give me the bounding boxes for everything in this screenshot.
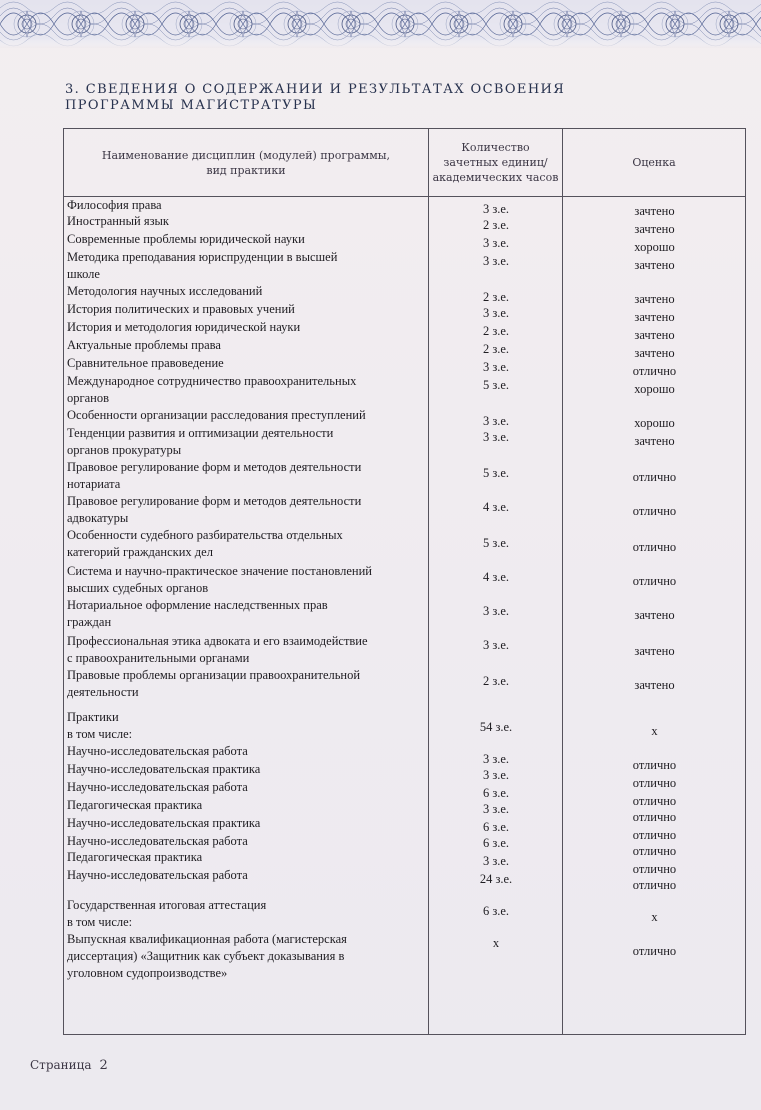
discipline-name-line: граждан	[67, 615, 112, 629]
discipline-name	[67, 779, 248, 796]
credits-value: 3 з.е.	[482, 360, 510, 374]
header-grade: Оценка	[563, 129, 746, 197]
discipline-name-line: Государственная итоговая аттестация	[67, 898, 267, 912]
header-discipline-name-line-2: вид практики	[206, 163, 286, 177]
credits-value: 4 з.е.	[482, 570, 510, 584]
discipline-name-line: Сравнительное правоведение	[67, 356, 224, 370]
discipline-name-line: в том числе:	[67, 915, 133, 929]
grade-value: отлично	[632, 794, 677, 808]
credits-value: 3 з.е.	[482, 414, 510, 428]
grade-value: отлично	[632, 844, 677, 858]
discipline-name-line: Особенности организации расследования преступлений	[67, 408, 366, 422]
discipline-name	[67, 597, 328, 631]
discipline-name-line: Правовое регулирование форм и методов деятельности	[67, 460, 362, 474]
grade-value: отлично	[632, 776, 677, 790]
table-header-row	[64, 129, 746, 197]
credits-value: 5 з.е.	[482, 466, 510, 480]
discipline-name	[67, 815, 260, 832]
discipline-name	[67, 355, 224, 372]
credits-value: 6 з.е.	[482, 820, 510, 834]
discipline-name-line: нотариата	[67, 477, 121, 491]
grade-value: отлично	[632, 758, 677, 772]
credits-value: 24 з.е.	[479, 872, 513, 886]
discipline-name-line: Педагогическая практика	[67, 798, 203, 812]
discipline-name-line: Научно-исследовательская работа	[67, 868, 248, 882]
discipline-name-line: Философия права	[67, 198, 162, 212]
credits-value: 3 з.е.	[482, 254, 510, 268]
discipline-name-line: Методика преподавания юриспруденции в высшей	[67, 250, 338, 264]
grade-value: отлично	[632, 944, 677, 958]
grade-value: зачтено	[634, 292, 675, 306]
credits-value: 2 з.е.	[482, 342, 510, 356]
grade-value: хорошо	[634, 416, 675, 430]
credits-value: 3 з.е.	[482, 202, 510, 216]
discipline-name-line: диссертация) «Защитник как субъект доказывания в	[67, 949, 345, 963]
grade-value: x	[651, 910, 658, 924]
grade-value: зачтено	[634, 678, 675, 692]
discipline-name-line: уголовном судопроизводстве»	[67, 966, 228, 980]
discipline-name	[67, 897, 266, 931]
discipline-name-line: Научно-исследовательская работа	[67, 744, 248, 758]
discipline-name-line: Особенности судебного разбирательства отдельных	[67, 528, 343, 542]
page-number: 2	[99, 1058, 108, 1073]
discipline-name	[67, 231, 305, 248]
discipline-name	[67, 633, 368, 667]
discipline-name	[67, 797, 202, 814]
table-body-row	[64, 197, 746, 1035]
discipline-name	[67, 301, 295, 318]
discipline-name-line: Правовые проблемы организации правоохранительной	[67, 668, 361, 682]
credits-value: 3 з.е.	[482, 638, 510, 652]
discipline-name	[67, 249, 337, 283]
credits-value: 2 з.е.	[482, 218, 510, 232]
credits-value: 2 з.е.	[482, 290, 510, 304]
discipline-name-line: в том числе:	[67, 727, 133, 741]
credits-value: 5 з.е.	[482, 378, 510, 392]
section-heading-line-2: ПРОГРАММЫ МАГИСТРАТУРЫ	[65, 98, 318, 113]
discipline-name	[67, 867, 248, 884]
section-heading-line-1: 3. СВЕДЕНИЯ О СОДЕРЖАНИИ И РЕЗУЛЬТАТАХ ОСВОЕНИЯ	[65, 82, 566, 97]
discipline-name-line: деятельности	[67, 685, 139, 699]
discipline-name-line: высших судебных органов	[67, 581, 209, 595]
discipline-name	[67, 337, 221, 354]
discipline-name-line: Научно-исследовательская работа	[67, 834, 248, 848]
discipline-name	[67, 709, 132, 743]
grade-value: зачтено	[634, 346, 675, 360]
discipline-name-line: Тенденции развития и оптимизации деятельности	[67, 426, 334, 440]
grade-value: зачтено	[634, 310, 675, 324]
grade-value: зачтено	[634, 328, 675, 342]
discipline-names-column	[64, 197, 428, 1034]
discipline-name-line: органов	[67, 391, 110, 405]
discipline-name	[67, 197, 162, 214]
discipline-name-line: категорий гражданских дел	[67, 545, 213, 559]
grade-value: отлично	[632, 540, 677, 554]
discipline-name-line: органов прокуратуры	[67, 443, 182, 457]
credits-value: 6 з.е.	[482, 786, 510, 800]
header-credits	[429, 129, 563, 197]
discipline-name-line: Научно-исследовательская работа	[67, 780, 248, 794]
header-credits-line-1: Количество	[461, 141, 530, 154]
grade-value: отлично	[632, 574, 677, 588]
grade-value: отлично	[632, 862, 677, 876]
section-heading	[65, 82, 625, 114]
discipline-name	[67, 563, 372, 597]
grade-value: зачтено	[634, 258, 675, 272]
credits-value: 3 з.е.	[482, 768, 510, 782]
grade-value: отлично	[632, 828, 677, 842]
credits-value: 3 з.е.	[482, 854, 510, 868]
credits-value: 5 з.е.	[482, 536, 510, 550]
grade-value: отлично	[632, 470, 677, 484]
grade-value: зачтено	[634, 644, 675, 658]
grade-value: отлично	[632, 810, 677, 824]
page-footer	[30, 1058, 108, 1073]
discipline-name-line: Педагогическая практика	[67, 850, 203, 864]
credits-value: 3 з.е.	[482, 236, 510, 250]
discipline-name	[67, 459, 361, 493]
discipline-name-line: Методология научных исследований	[67, 284, 263, 298]
grade-value: отлично	[632, 364, 677, 378]
credits-value: 3 з.е.	[482, 752, 510, 766]
discipline-name	[67, 527, 343, 561]
credits-value: 3 з.е.	[482, 306, 510, 320]
disciplines-table	[63, 128, 746, 1035]
discipline-name	[67, 373, 356, 407]
credits-value: 6 з.е.	[482, 836, 510, 850]
discipline-name-line: Выпускная квалификационная работа (магистерская	[67, 932, 347, 946]
discipline-name	[67, 833, 248, 850]
grade-value: зачтено	[634, 434, 675, 448]
credits-value: 54 з.е.	[479, 720, 513, 734]
discipline-name-line: адвокатуры	[67, 511, 129, 525]
grade-value: отлично	[632, 504, 677, 518]
discipline-name-line: Практики	[67, 710, 119, 724]
credits-value: 3 з.е.	[482, 604, 510, 618]
discipline-name-line: Научно-исследовательская практика	[67, 762, 261, 776]
grades-column	[563, 197, 745, 1034]
discipline-name-line: История и методология юридической науки	[67, 320, 301, 334]
discipline-name-line: Профессиональная этика адвоката и его взаимодействие	[67, 634, 368, 648]
credits-value: 2 з.е.	[482, 674, 510, 688]
discipline-name	[67, 283, 262, 300]
discipline-name	[67, 493, 361, 527]
credits-value: 4 з.е.	[482, 500, 510, 514]
credits-value: 2 з.е.	[482, 324, 510, 338]
grade-value: отлично	[632, 878, 677, 892]
discipline-name-line: Международное сотрудничество правоохранительных	[67, 374, 357, 388]
discipline-name-line: Современные проблемы юридической науки	[67, 232, 305, 246]
discipline-name-line: История политических и правовых учений	[67, 302, 295, 316]
discipline-name-line: с правоохранительными органами	[67, 651, 250, 665]
grade-value: x	[651, 724, 658, 738]
credits-value: 3 з.е.	[482, 430, 510, 444]
discipline-name	[67, 761, 260, 778]
grade-value: зачтено	[634, 204, 675, 218]
grade-value: хорошо	[634, 240, 675, 254]
discipline-name	[67, 319, 300, 336]
discipline-name	[67, 931, 347, 982]
discipline-name-line: Система и научно-практическое значение постановлений	[67, 564, 372, 578]
header-discipline-name	[64, 129, 429, 197]
discipline-name-line: Научно-исследовательская практика	[67, 816, 261, 830]
discipline-name	[67, 849, 202, 866]
credits-value: 3 з.е.	[482, 802, 510, 816]
grade-value: хорошо	[634, 382, 675, 396]
discipline-name-line: школе	[67, 267, 100, 281]
credits-value: x	[492, 936, 500, 950]
page-label: Страница	[30, 1058, 92, 1072]
discipline-name	[67, 425, 333, 459]
credits-column	[429, 197, 562, 1034]
discipline-name-line: Актуальные проблемы права	[67, 338, 221, 352]
grade-value: зачтено	[634, 608, 675, 622]
credits-value: 6 з.е.	[482, 904, 510, 918]
header-credits-line-3: академических часов	[432, 171, 559, 184]
header-credits-line-2: зачетных единиц/	[443, 156, 548, 169]
discipline-name-line: Нотариальное оформление наследственных прав	[67, 598, 328, 612]
discipline-name	[67, 743, 248, 760]
discipline-name	[67, 213, 169, 230]
header-discipline-name-line-1: Наименование дисциплин (модулей) программы,	[101, 148, 391, 162]
discipline-name-line: Иностранный язык	[67, 214, 169, 228]
discipline-name	[67, 667, 360, 701]
guilloche-pattern-icon	[0, 0, 761, 48]
discipline-name	[67, 407, 366, 424]
discipline-name-line: Правовое регулирование форм и методов деятельности	[67, 494, 362, 508]
grade-value: зачтено	[634, 222, 675, 236]
decorative-guilloche-border	[0, 0, 761, 48]
